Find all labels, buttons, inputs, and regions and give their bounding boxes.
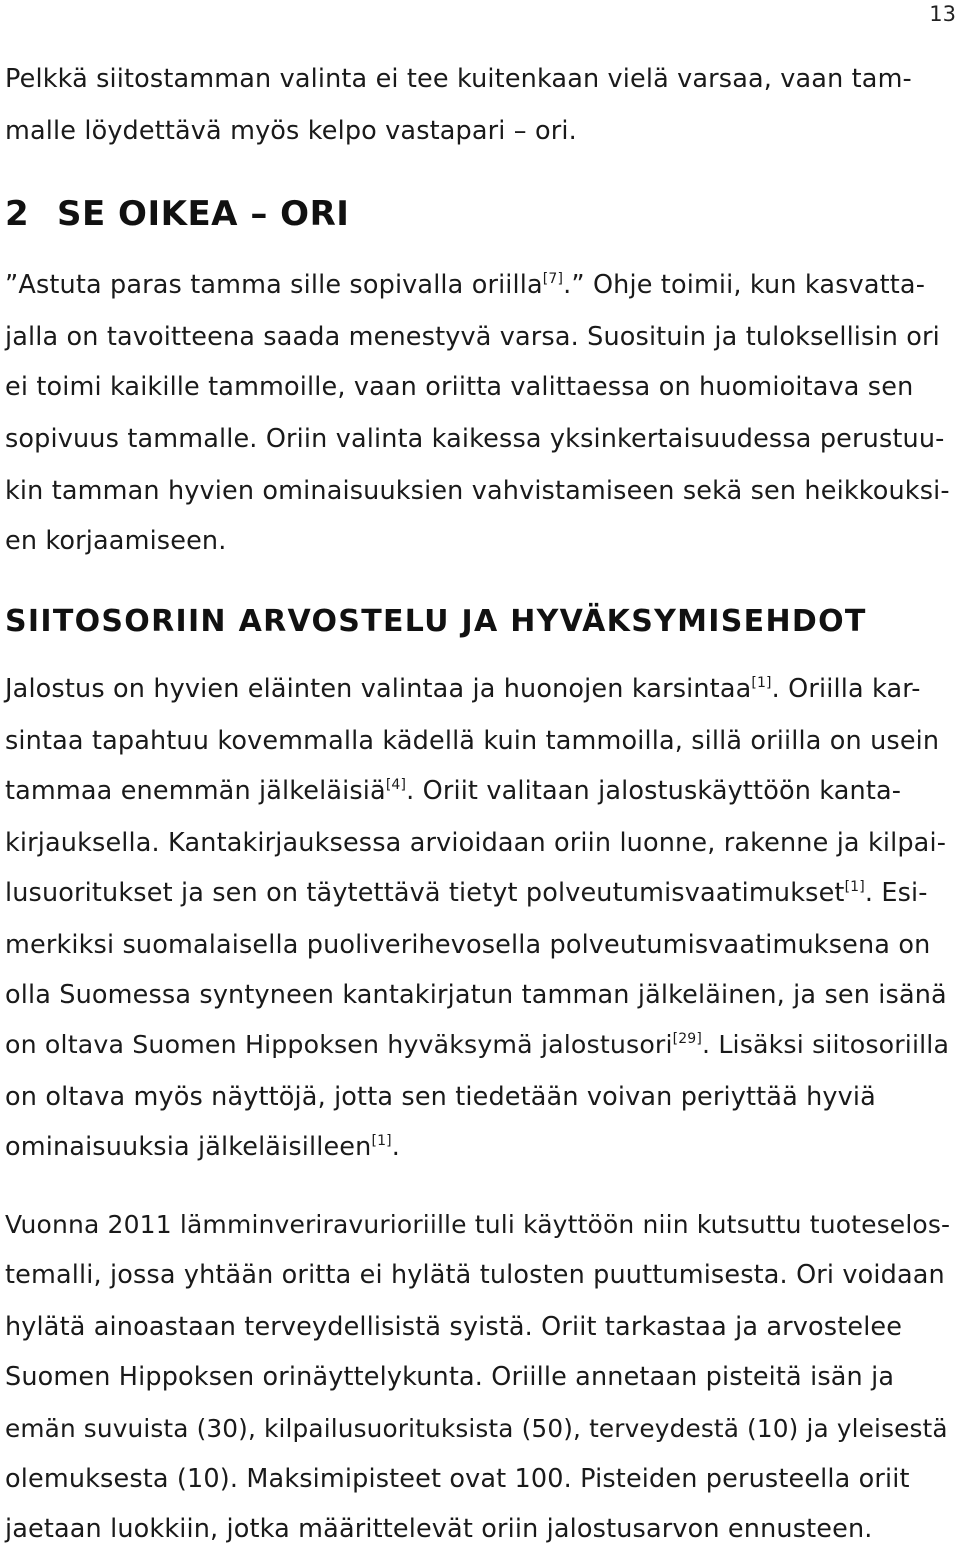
paragraph-line: temalli, jossa yhtään oritta ei hylätä tulosten puuttumisesta. Ori voidaan [5, 1260, 945, 1290]
intro-line-1: Pelkkä siitostamman valinta ei tee kuitenkaan vielä varsaa, vaan tam- [5, 64, 912, 94]
paragraph-line: Suomen Hippoksen orinäyttelykunta. Oriille annetaan pisteitä isän ja [5, 1362, 895, 1392]
paragraph-line: merkiksi suomalaisella puoliverihevosella polveutumisvaatimuksena on [5, 930, 931, 960]
paragraph-line: on oltava myös näyttöjä, jotta sen tiedetään voivan periyttää hyviä [5, 1082, 876, 1112]
paragraph-line: en korjaamiseen. [5, 526, 227, 556]
text-span: tammaa enemmän jälkeläisiä [5, 776, 386, 806]
paragraph-line: olemuksesta (10). Maksimipisteet ovat 100. Pisteiden perusteella oriit [5, 1464, 910, 1494]
citation: [1] [371, 1133, 392, 1149]
paragraph-line: hylätä ainoastaan terveydellisistä syistä. Oriit tarkastaa ja arvostelee [5, 1312, 903, 1342]
text-span: ”Astuta paras tamma sille sopivalla oriilla [5, 270, 543, 300]
text-span: ominaisuuksia jälkeläisilleen [5, 1132, 372, 1162]
citation: [7] [542, 271, 564, 287]
text-span: Jalostus on hyvien eläinten valintaa ja huonojen karsintaa [5, 674, 752, 704]
text-span: . [391, 1132, 400, 1162]
citation: [1] [844, 879, 865, 895]
paragraph-line: jaetaan luokkiin, jotka määrittelevät oriin jalostusarvon ennusteen. [5, 1514, 873, 1544]
section-heading [5, 194, 349, 234]
subsection-heading: SIITOSORIIN ARVOSTELU JA HYVÄKSYMISEHDOT [5, 604, 867, 639]
paragraph-line: kin tamman hyvien ominaisuuksien vahvistamiseen sekä sen heikkouksi- [5, 476, 950, 506]
paragraph-line [5, 1030, 949, 1059]
text-span: . Lisäksi siitosoriilla [701, 1030, 950, 1059]
paragraph-line [5, 270, 925, 300]
text-span: lusuoritukset ja sen on täytettävä tietyt polveutumisvaatimukset [5, 878, 845, 908]
paragraph-line [5, 674, 921, 704]
paragraph-line: ei toimi kaikille tammoille, vaan oriitta valittaessa on huomioitava sen [5, 372, 914, 402]
page-number: 13 [929, 2, 956, 26]
paragraph-line: sopivuus tammalle. Oriin valinta kaikessa yksinkertaisuudessa perustuu- [5, 424, 945, 454]
citation: [1] [751, 675, 772, 691]
text-span: .” Ohje toimii, kun kasvatta- [563, 270, 926, 300]
text-span: . Esi- [864, 878, 928, 908]
paragraph-line: sintaa tapahtuu kovemmalla kädellä kuin tammoilla, sillä oriilla on usein [5, 726, 940, 756]
paragraph-line: jalla on tavoitteena saada menestyvä varsa. Suosituin ja tuloksellisin ori [5, 322, 940, 352]
paragraph-line: olla Suomessa syntyneen kantakirjatun tamman jälkeläinen, ja sen isänä [5, 980, 947, 1010]
paragraph-line [5, 776, 901, 806]
citation: [29] [672, 1031, 702, 1047]
citation: [4] [385, 777, 407, 793]
paragraph-line: kirjauksella. Kantakirjauksessa arvioidaan oriin luonne, rakenne ja kilpai- [5, 828, 947, 858]
text-span: . Oriit valitaan jalostuskäyttöön kanta- [406, 776, 902, 806]
text-span: . Oriilla kar- [771, 674, 921, 704]
paragraph-line [5, 878, 928, 908]
paragraph-line: emän suvuista (30), kilpailusuorituksista (50), terveydestä (10) ja yleisestä [5, 1414, 948, 1443]
paragraph-line [5, 1132, 400, 1162]
paragraph-line: Vuonna 2011 lämminveriravurioriille tuli käyttöön niin kutsuttu tuoteselos- [5, 1210, 951, 1239]
section-title: SE OIKEA – ORI [57, 194, 350, 234]
text-span: on oltava Suomen Hippoksen hyväksymä jalostusori [5, 1030, 673, 1059]
section-number: 2 [5, 194, 30, 234]
intro-line-2: malle löydettävä myös kelpo vastapari – ori. [5, 116, 577, 146]
